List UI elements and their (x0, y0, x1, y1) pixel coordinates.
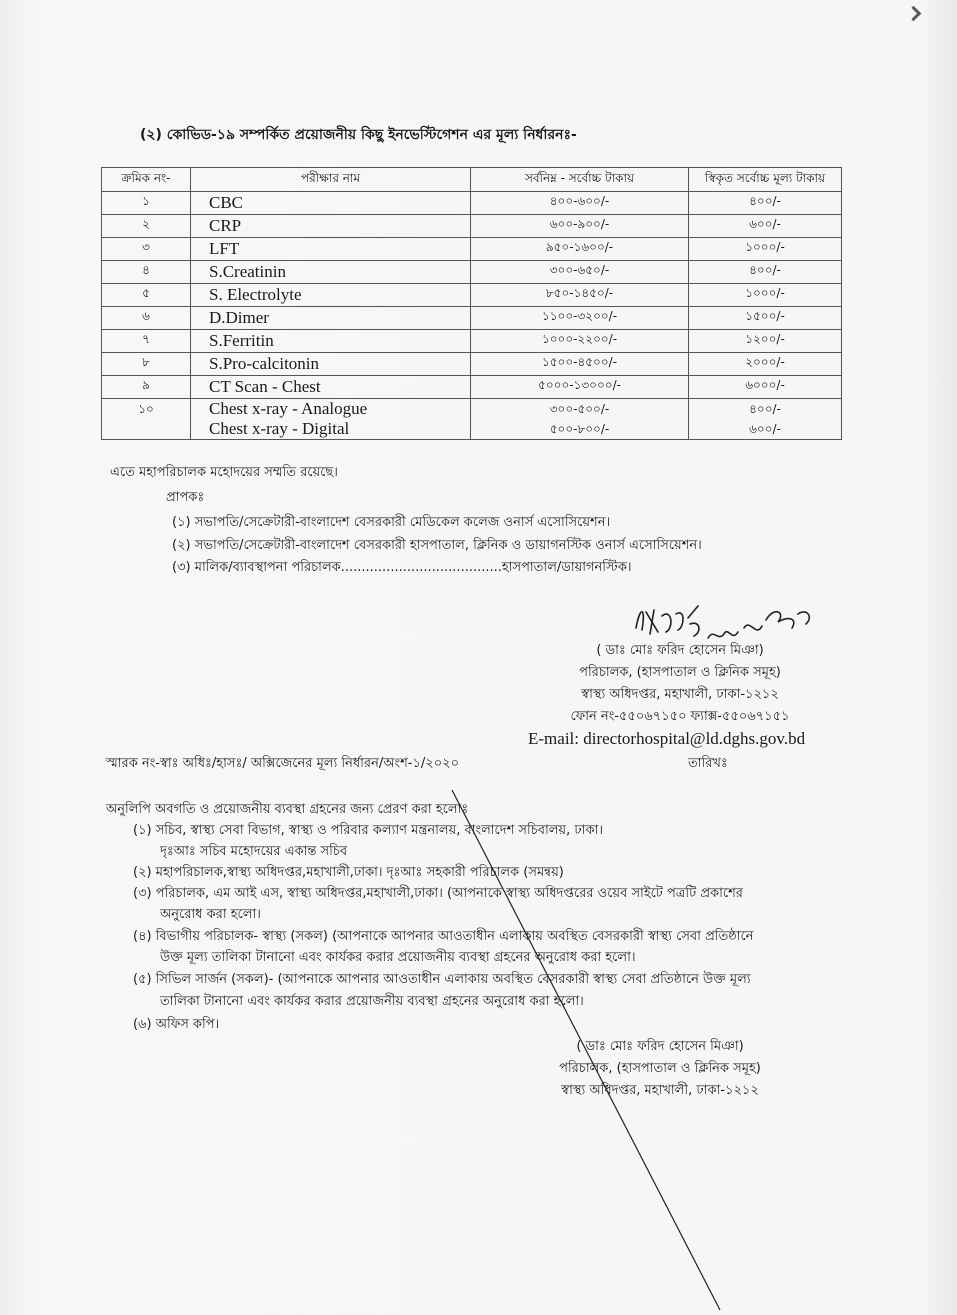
approved-max-cell: ৬০০/- (689, 215, 842, 238)
price-range-cell: ৪০০-৬০০/- (471, 192, 689, 215)
copy-item-5-cont: তালিকা টানানো এবং কার্যকর করার প্রয়োজনীয় ব্যবস্থা গ্রহনের অনুরোধ করা হলো। (160, 994, 584, 1009)
email-link[interactable]: directorhospital@ld.dghs.gov.bd (583, 729, 806, 748)
signatory-title: পরিচালক, (হাসপাতাল ও ক্লিনিক সমূহ) (579, 665, 781, 680)
signatory-office-2: স্বাস্থ্য অধিদপ্তর, মহাখালী, ঢাকা-১২১২ (561, 1083, 759, 1098)
price-range-cell: ৮৫০-১৪৫০/- (471, 284, 689, 307)
copy-item-1-attn: দৃঃআঃ সচিব মহোদয়ের একান্ত সচিব (160, 844, 348, 859)
recipient-2: (২) সভাপতি/সেক্রেটারী-বাংলাদেশ বেসরকারী হাসপাতাল, ক্লিনিক ও ডায়াগনস্টিক ওনার্স এসোসিয়েশন। (172, 538, 702, 553)
test-name-cell: CRP (191, 215, 471, 238)
test-name-cell: S.Ferritin (191, 330, 471, 353)
approved-max-cell: ২০০০/- (689, 353, 842, 376)
serial-cell: ৭ (102, 330, 191, 353)
test-name-cell-line: Chest x-ray - Digital (209, 419, 350, 438)
recipients-label: প্রাপকঃ (166, 490, 205, 505)
header-serial: ক্রমিক নং- (102, 168, 191, 192)
test-name-cell: D.Dimer (191, 307, 471, 330)
copy-item-3: (৩) পরিচালক, এম আই এস, স্বাস্থ্য অধিদপ্তর,মহাখালী,ঢাকা। (আপনাকে স্বাস্থ্য অধিদপ্তরের ওয়েব সাইটে পত্রটি প্রকাশের (133, 886, 743, 901)
serial-cell: ৬ (102, 307, 191, 330)
price-range-cell: ১০০০-২২০০/- (471, 330, 689, 353)
price-range-cell: ৫০০০-১৩০০০/- (471, 376, 689, 399)
approved-max-cell: ১০০০/- (689, 284, 842, 307)
approved-max-cell: ৪০০/- (689, 261, 842, 284)
approved-max-cell: ৪০০/- (689, 192, 842, 215)
copy-item-1: (১) সচিব, স্বাস্থ্য সেবা বিভাগ, স্বাস্থ্য ও পরিবার কল্যাণ মন্ত্রনালয়, বাংলাদেশ সচিবালয়, ঢাকা। (133, 823, 603, 838)
price-range-cell: ১৫০০-৪৫০০/- (471, 353, 689, 376)
approved-max-cell: ১২০০/- (689, 330, 842, 353)
copy-intro: অনুলিপি অবগতি ও প্রয়োজনীয় ব্যবস্থা গ্রহনের জন্য প্রেরণ করা হলোঃ (106, 802, 469, 817)
copy-item-4-cont: উক্ত মূল্য তালিকা টানানো এবং কার্যকর করার প্রয়োজনীয় ব্যবস্থা গ্রহনের অনুরোধ করা হলো। (160, 950, 636, 965)
price-range-cell-line: ৩০০-৫০০/- (549, 402, 610, 416)
copy-item-5: (৫) সিভিল সার্জন (সকল)- (আপনাকে আপনার আওতাধীন এলাকায় অবস্থিত বেসরকারী স্বাস্থ্য সেবা প্রতিষ্ঠানে উক্ত মূল্য (133, 972, 751, 987)
signatory-title-2: পরিচালক, (হাসপাতাল ও ক্লিনিক সমূহ) (559, 1061, 761, 1076)
memo-number: স্মারক নং-স্বাঃ অধিঃ/হাসঃ/ অক্সিজেনের মূল্য নির্ধারন/অংশ-১/২০২০ (106, 756, 460, 771)
serial-cell: ৪ (102, 261, 191, 284)
test-name-cell: S.Creatinin (191, 261, 471, 284)
copy-item-6: (৬) অফিস কপি। (133, 1017, 220, 1032)
serial-cell-line: ১০ (138, 402, 154, 416)
signatory-phone: ফোন নং-৫৫০৬৭১৫০ ফ্যাক্স-৫৫০৬৭১৫১ (570, 709, 790, 724)
price-range-cell: ১১০০-৩২০০/- (471, 307, 689, 330)
serial-cell: ৮ (102, 353, 191, 376)
approved-max-cell-line: ৬০০/- (749, 422, 781, 436)
signatory-name-2: ( ডাঃ মোঃ ফরিদ হোসেন মিঞা) (576, 1039, 744, 1054)
serial-cell: ৫ (102, 284, 191, 307)
copy-item-3-cont: অনুরোধ করা হলো। (160, 907, 261, 922)
serial-cell: ২ (102, 215, 191, 238)
approved-max-cell: ৬০০০/- (689, 376, 842, 399)
serial-cell: ১ (102, 192, 191, 215)
price-range-cell: ৩০০-৬৫০/- (471, 261, 689, 284)
section-heading: (২) কোভিড-১৯ সম্পর্কিত প্রয়োজনীয় কিছু ইনভেস্টিগেশন এর মূল্য নির্ধারনঃ- (140, 127, 577, 143)
test-name-cell-line: Chest x-ray - Analogue (209, 399, 368, 418)
recipient-1: (১) সভাপতি/সেক্রেটারী-বাংলাদেশ বেসরকারী মেডিকেল কলেজ ওনার্স এসোসিয়েশন। (172, 515, 611, 530)
test-name-cell: S.Pro-calcitonin (191, 353, 471, 376)
signatory-office: স্বাস্থ্য অধিদপ্তর, মহাখালী, ঢাকা-১২১২ (581, 687, 779, 702)
price-range-cell: ৬০০-৯০০/- (471, 215, 689, 238)
consent-line: এতে মহাপরিচালক মহোদয়ের সম্মতি রয়েছে। (110, 465, 338, 480)
approved-max-cell: ১৫০০/- (689, 307, 842, 330)
test-name-cell: S. Electrolyte (191, 284, 471, 307)
test-name-cell: CT Scan - Chest (191, 376, 471, 399)
serial-cell: ৩ (102, 238, 191, 261)
test-name-cell: CBC (191, 192, 471, 215)
header-test-name: পরীক্ষার নাম (191, 168, 471, 192)
price-range-cell-line: ৫০০-৮০০/- (549, 422, 610, 436)
approved-max-cell-line: ৪০০/- (749, 402, 781, 416)
email-label: E-mail: (528, 729, 584, 748)
copy-item-4: (৪) বিভাগীয় পরিচালক- স্বাস্থ্য (সকল) (আপনাকে আপনার আওতাধীন এলাকায় অবস্থিত বেসরকারী স্বাস্থ্য সেবা প্রতিষ্ঠানে (133, 929, 754, 944)
serial-cell: ৯ (102, 376, 191, 399)
approved-max-cell: ১০০০/- (689, 238, 842, 261)
header-approved-max: স্বিকৃত সর্বোচ্চ মূল্য টাকায় (689, 168, 842, 192)
signatory-name: ( ডাঃ মোঃ ফরিদ হোসেন মিঞা) (596, 643, 764, 658)
copy-item-2: (২) মহাপরিচালক,স্বাস্থ্য অধিদপ্তর,মহাখালী,ঢাকা। দৃঃআঃ সহকারী পরিচালক (সমন্বয়) (133, 865, 564, 880)
test-name-cell: LFT (191, 238, 471, 261)
recipient-3: (৩) মালিক/ব্যাবস্থাপনা পরিচালক.......................................হাসপাতাল/ডায়াগনস্টিক। (172, 560, 632, 575)
date-label: তারিখঃ (688, 756, 728, 771)
header-price-range: সর্বনিম্ন - সর্বোচ্চ টাকায় (471, 168, 689, 192)
price-range-cell: ৯৫০-১৬০০/- (471, 238, 689, 261)
